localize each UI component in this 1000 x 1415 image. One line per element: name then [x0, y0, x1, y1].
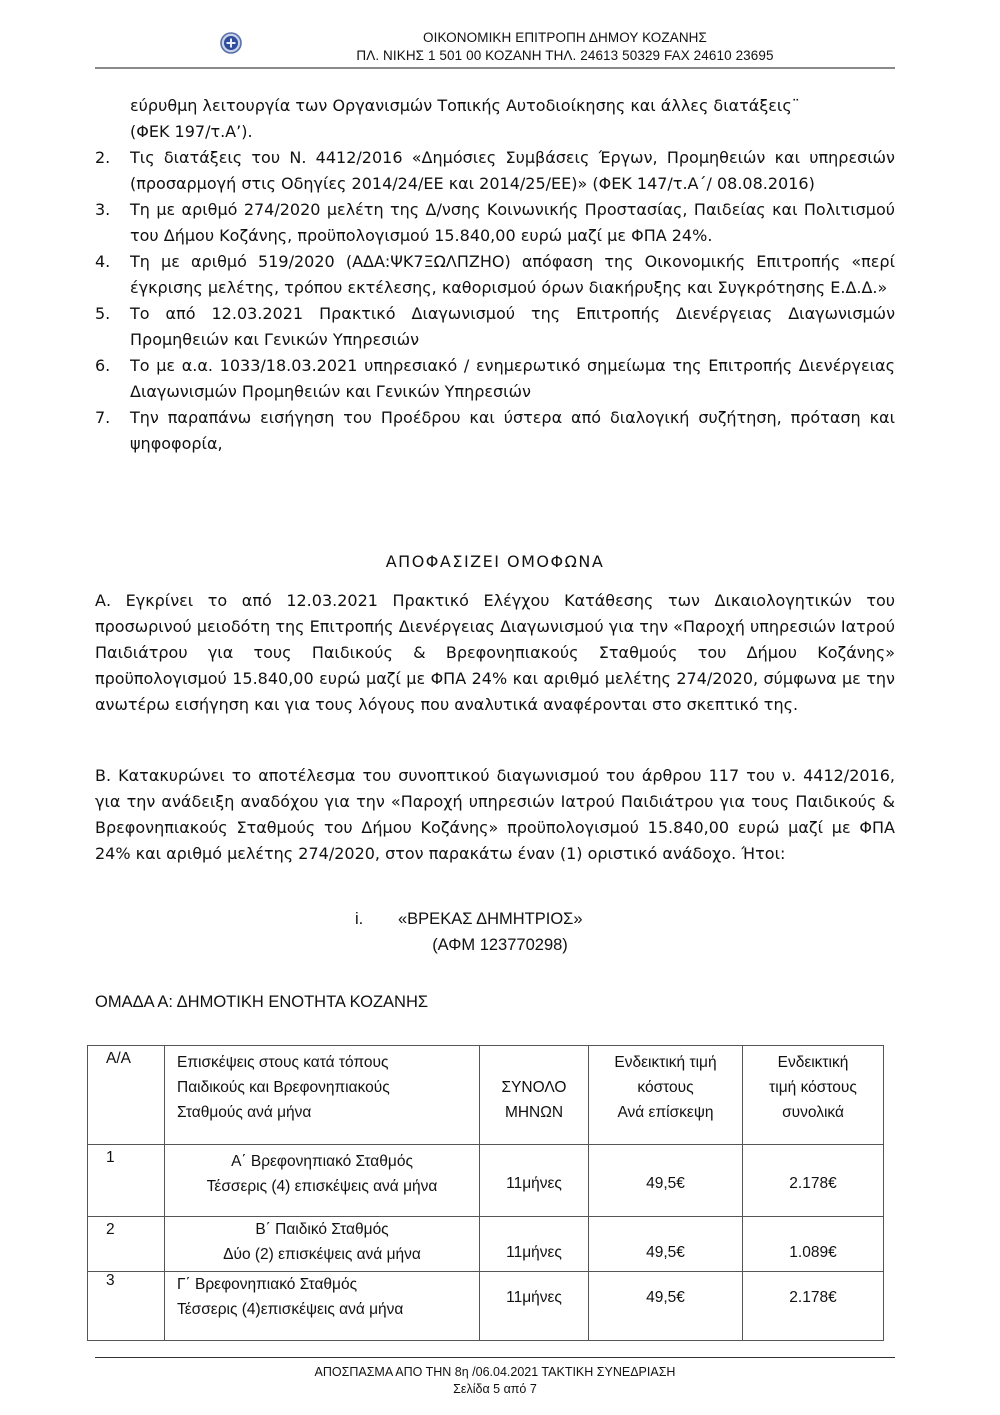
unit-cost: 49,5€	[646, 1175, 685, 1192]
page-footer	[95, 1364, 895, 1398]
header-visits	[165, 1046, 479, 1129]
letterhead-title: ΟΙΚΟΝΟΜΙΚΗ ΕΠΙΤΡΟΠΗ ΔΗΜΟΥ ΚΟΖΑΝΗΣ	[423, 30, 707, 45]
list-item-number: 3.	[95, 200, 111, 219]
station-name: Γ΄ Βρεφονηπιακό Σταθμός	[177, 1276, 358, 1293]
contractor-name: «ΒΡΕΚΑΣ ΔΗΜΗΤΡΙΟΣ»	[398, 910, 583, 928]
total-cost: 2.178€	[789, 1289, 837, 1306]
row-number: 2	[106, 1221, 115, 1238]
page-number: Σελίδα 5 από 7	[453, 1382, 537, 1396]
considerations-list	[95, 145, 895, 457]
list-item-text: Τη με αριθμό 519/2020 (ΑΔΑ:ΨΚ7ΞΩΛΠΖΗΟ) απόφαση της Οικονομικής Επιτροπής «περί έγκρισης μελέτης, τρόπου εκτέλεσης, καθορισμού όρων διακήρυξης και Συγκρότησης Ε.Δ.Δ.»	[130, 252, 895, 297]
list-item-text: Το με α.α. 1033/18.03.2021 υπηρεσιακό / ενημερωτικό σημείωμα της Επιτροπής Διενέργειας Διαγωνισμών Προμηθειών και Γενικών Υπηρεσιών	[130, 356, 895, 401]
station-name: Β΄ Παιδικό Σταθμός	[255, 1221, 389, 1238]
contractor-index: i.	[355, 910, 364, 928]
list-item-text: Το από 12.03.2021 Πρακτικό Διαγωνισμού της Επιτροπής Διενέργειας Διαγωνισμών Προμηθειών και Γενικών Υπηρεσιών	[130, 304, 895, 349]
header-line: ΣΥΝΟΛΟ	[501, 1079, 567, 1096]
total-months: 11μήνες	[506, 1244, 562, 1261]
total-cost: 2.178€	[789, 1175, 837, 1192]
visits-per-month: Τέσσερις (4) επισκέψεις ανά μήνα	[206, 1178, 438, 1195]
row-number: 1	[106, 1149, 115, 1166]
group-heading: ΟΜΑΔΑ Α: ΔΗΜΟΤΙΚΗ ΕΝΟΤΗΤΑ ΚΟΖΑΝΗΣ	[95, 993, 429, 1011]
total-cost: 1.089€	[789, 1244, 837, 1261]
list-item-number: 5.	[95, 304, 111, 323]
footer-divider	[95, 1357, 895, 1358]
total-months: 11μήνες	[506, 1289, 562, 1306]
total-months: 11μήνες	[506, 1175, 562, 1192]
header-unit-cost	[589, 1046, 742, 1129]
list-item-text: Τις διατάξεις του Ν. 4412/2016 «Δημόσιες Συμβάσεις Έργων, Προμηθειών και υπηρεσιών (προσαρμογή στις Οδηγίες 2014/24/ΕΕ και 2014/25/ΕΕ)» (ΦΕΚ 147/τ.Α΄/ 08.08.2016)	[130, 148, 895, 193]
list-item	[95, 301, 895, 353]
visits-cost-table	[87, 1045, 884, 1341]
table-header-row	[88, 1046, 884, 1145]
list-item-number: 4.	[95, 252, 111, 271]
table-row	[88, 1272, 884, 1341]
header-aa: Α/Α	[106, 1050, 131, 1067]
list-item-number: 7.	[95, 408, 111, 427]
contractor-block	[95, 906, 895, 958]
station-name: Α΄ Βρεφονηπιακό Σταθμός	[231, 1153, 413, 1170]
list-item	[95, 249, 895, 301]
header-line: Ενδεικτική	[777, 1054, 849, 1071]
row-description	[165, 1217, 479, 1271]
header-line: Παιδικούς και Βρεφονηπιακούς	[177, 1079, 390, 1096]
decision-heading: ΑΠΟΦΑΣΙΖΕΙ ΟΜΟΦΩΝΑ	[385, 552, 605, 571]
visits-per-month: Τέσσερις (4)επισκέψεις ανά μήνα	[177, 1301, 404, 1318]
visits-per-month: Δύο (2) επισκέψεις ανά μήνα	[223, 1246, 421, 1263]
footer-session: ΑΠΟΣΠΑΣΜΑ ΑΠΟ ΤΗΝ 8η /06.04.2021 ΤΑΚΤΙΚΗ ΣΥΝΕΔΡΙΑΣΗ	[314, 1365, 676, 1379]
header-months	[480, 1046, 588, 1129]
list-item	[95, 405, 895, 457]
list-item	[95, 145, 895, 197]
row-number: 3	[106, 1272, 115, 1289]
continuation-line: εύρυθμη λειτουργία των Οργανισμών Τοπικής Αυτοδιοίκησης και άλλες διατάξεις¨	[130, 96, 800, 115]
table-row	[88, 1145, 884, 1217]
header-line: Επισκέψεις στους κατά τόπους	[177, 1054, 389, 1071]
list-item-text: Τη με αριθμό 274/2020 μελέτη της Δ/νσης Κοινωνικής Προστασίας, Παιδείας και Πολιτισμού του Δήμου Κοζάνης, προϋπολογισμού 15.840,00 ευρώ μαζί με ΦΠΑ 24%.	[130, 200, 895, 245]
table-row	[88, 1217, 884, 1272]
paragraph-a: Α. Εγκρίνει το από 12.03.2021 Πρακτικό Ελέγχου Κατάθεσης των Δικαιολογητικών του προσωρινού μειοδότη της Επιτροπής Διενέργειας Διαγωνισμού για την «Παροχή υπηρεσιών Ιατρού Παιδιάτρου για τους Παιδικούς & Βρεφονηπιακούς Σταθμούς του Δήμου Κοζάνης» προϋπολογισμού 15.840,00 ευρώ μαζί με ΦΠΑ 24% και αριθμό μελέτης 274/2020, σύμφωνα με την ανωτέρω εισήγηση και για τους λόγους που αναλυτικά αναφέρονται στο σκεπτικό της.	[95, 591, 895, 714]
header-line: κόστους	[637, 1079, 694, 1096]
list-item	[95, 197, 895, 249]
header-total-cost	[743, 1046, 883, 1129]
header-divider	[95, 67, 895, 69]
header-line: τιμή κόστους	[769, 1079, 857, 1096]
list-item-number: 6.	[95, 356, 111, 375]
list-item-text: Την παραπάνω εισήγηση του Προέδρου και ύστερα από διαλογική συζήτηση, πρόταση και ψηφοφορία,	[130, 408, 895, 453]
row-description	[165, 1272, 479, 1326]
list-item-number: 2.	[95, 148, 111, 167]
unit-cost: 49,5€	[646, 1244, 685, 1261]
contractor-afm: (ΑΦΜ 123770298)	[432, 936, 568, 954]
header-line: ΜΗΝΩΝ	[504, 1104, 564, 1121]
header-line: Ανά επίσκεψη	[617, 1104, 714, 1121]
item-1-continuation	[130, 93, 895, 145]
header-line: Ενδεικτική τιμή	[614, 1054, 717, 1071]
header-line: Σταθμούς ανά μήνα	[177, 1104, 312, 1121]
unit-cost: 49,5€	[646, 1289, 685, 1306]
list-item	[95, 353, 895, 405]
letterhead-address: ΠΛ. ΝΙΚΗΣ 1 501 00 ΚΟΖΑΝΗ ΤΗΛ. 24613 50329 FAX 24610 23695	[356, 48, 774, 63]
row-description	[165, 1145, 479, 1203]
paragraph-b: Β. Κατακυρώνει το αποτέλεσμα του συνοπτικού διαγωνισμού του άρθρου 117 του ν. 4412/2016, για την ανάδειξη αναδόχου για την «Παροχή υπηρεσιών Ιατρού Παιδιάτρου για τους Παιδικούς & Βρεφονηπιακούς Σταθμούς του Δήμου Κοζάνης» προϋπολογισμού 15.840,00 ευρώ μαζί με ΦΠΑ 24% και αριθμό μελέτης 274/2020, στον παρακάτω έναν (1) οριστικό ανάδοχο. Ήτοι:	[95, 766, 895, 863]
continuation-line: (ΦΕΚ 197/τ.Α’).	[130, 122, 253, 141]
header-line: συνολικά	[782, 1104, 844, 1121]
